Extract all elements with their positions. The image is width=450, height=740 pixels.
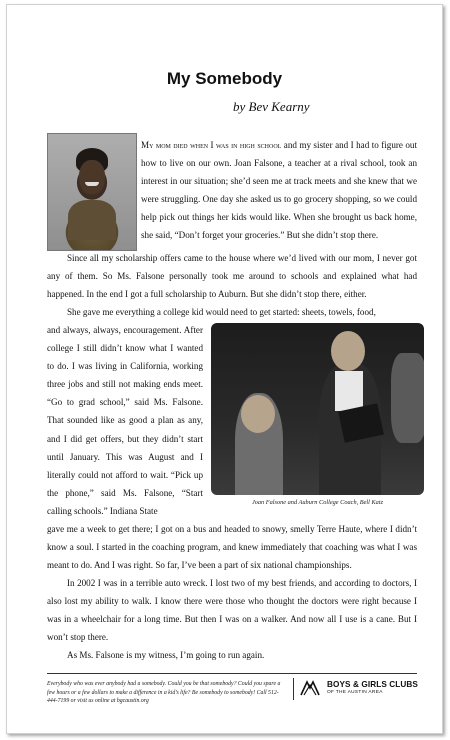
ad-page [6, 4, 443, 734]
author-portrait-photo [47, 133, 137, 251]
paragraph-3-wrap-column: and always, always, encouragement. After college I still didn’t know what I wanted to do. I was living in California, working three jobs and still not making ends meet. “Go to grad school,” said Ms. Falsone. That sounded like as good a plan as any, and I did get offers, but they didn’t start until January. This was August and I literally could not afford to wait. “Pick up the phone,” said Ms. Falsone, “Start calling schools.” Indiana State [47, 325, 203, 516]
footer-appeal-text: Everybody who was ever anybody had a somebody. Could you be that somebody? Could you spare a few hours or a few dollars to make a difference in a kid’s life? Be somebody to somebody! Call 512-444-7199 or visit us online at bgcaustin.org [47, 681, 281, 704]
paragraph-5: As Ms. Falsone is my witness, I’m going to run again. [67, 650, 265, 660]
logo-divider [293, 678, 294, 700]
article-title: My Somebody [166, 69, 283, 88]
photo-caption: Joan Falsone and Auburn College Coach, Bell Katz [251, 499, 384, 506]
logo-subtitle: OF THE AUSTIN AREA [327, 690, 383, 695]
paragraph-3-first-line: She gave me everything a college kid would need to get started: sheets, towels, food, [67, 307, 376, 317]
paragraph-4: In 2002 I was in a terrible auto wreck. I lost two of my best friends, and according to doctors, I also lost my ability to walk. I know there were those who thought the doctors were right because I was in a wheelchair for a long time. But then I was on a walker. And now all I use is a cane. But I won’t stop there. [47, 578, 417, 643]
boys-girls-clubs-logo-icon [299, 679, 321, 697]
article-byline: by Bev Kearny [233, 99, 310, 114]
paragraph-3-continued: gave me a week to get there; I got on a bus and headed to snowy, smelly Terre Haute, where I didn’t know a soul. I started in the coaching program, and knew immediately that coaching was what I was meant to do. And I was right. So far, I’ve been a part of six national championships. [47, 524, 417, 571]
paragraph-1-text: and my sister and I had to figure out how to live on our own. Joan Falsone, a teacher at a rival school, took an interest in our situation; she’d seen me at track meets and she knew that we were struggling. One day she asked us to go grocery shopping, so we could help pick out things her kids would like. When she brought us back home, she said, “Don’t forget your groceries.” But she didn’t stop there. [141, 140, 417, 241]
paragraph-2 [47, 249, 417, 305]
footer-rule [47, 673, 417, 674]
lead-in-smallcaps: My mom died when I was in high school [141, 140, 282, 150]
paragraph-1 [141, 136, 417, 244]
paragraph-2-text: Since all my scholarship offers came to the house where we’d lived with our mom, I never got any of them. So Ms. Falsone personally took me around to schools and explained what had happened. In the end I got a full scholarship to Auburn. But she didn’t stop there, either. [47, 253, 417, 300]
falsone-and-coach-photo [211, 323, 424, 495]
logo-name: BOYS & GIRLS CLUBS [327, 680, 418, 689]
